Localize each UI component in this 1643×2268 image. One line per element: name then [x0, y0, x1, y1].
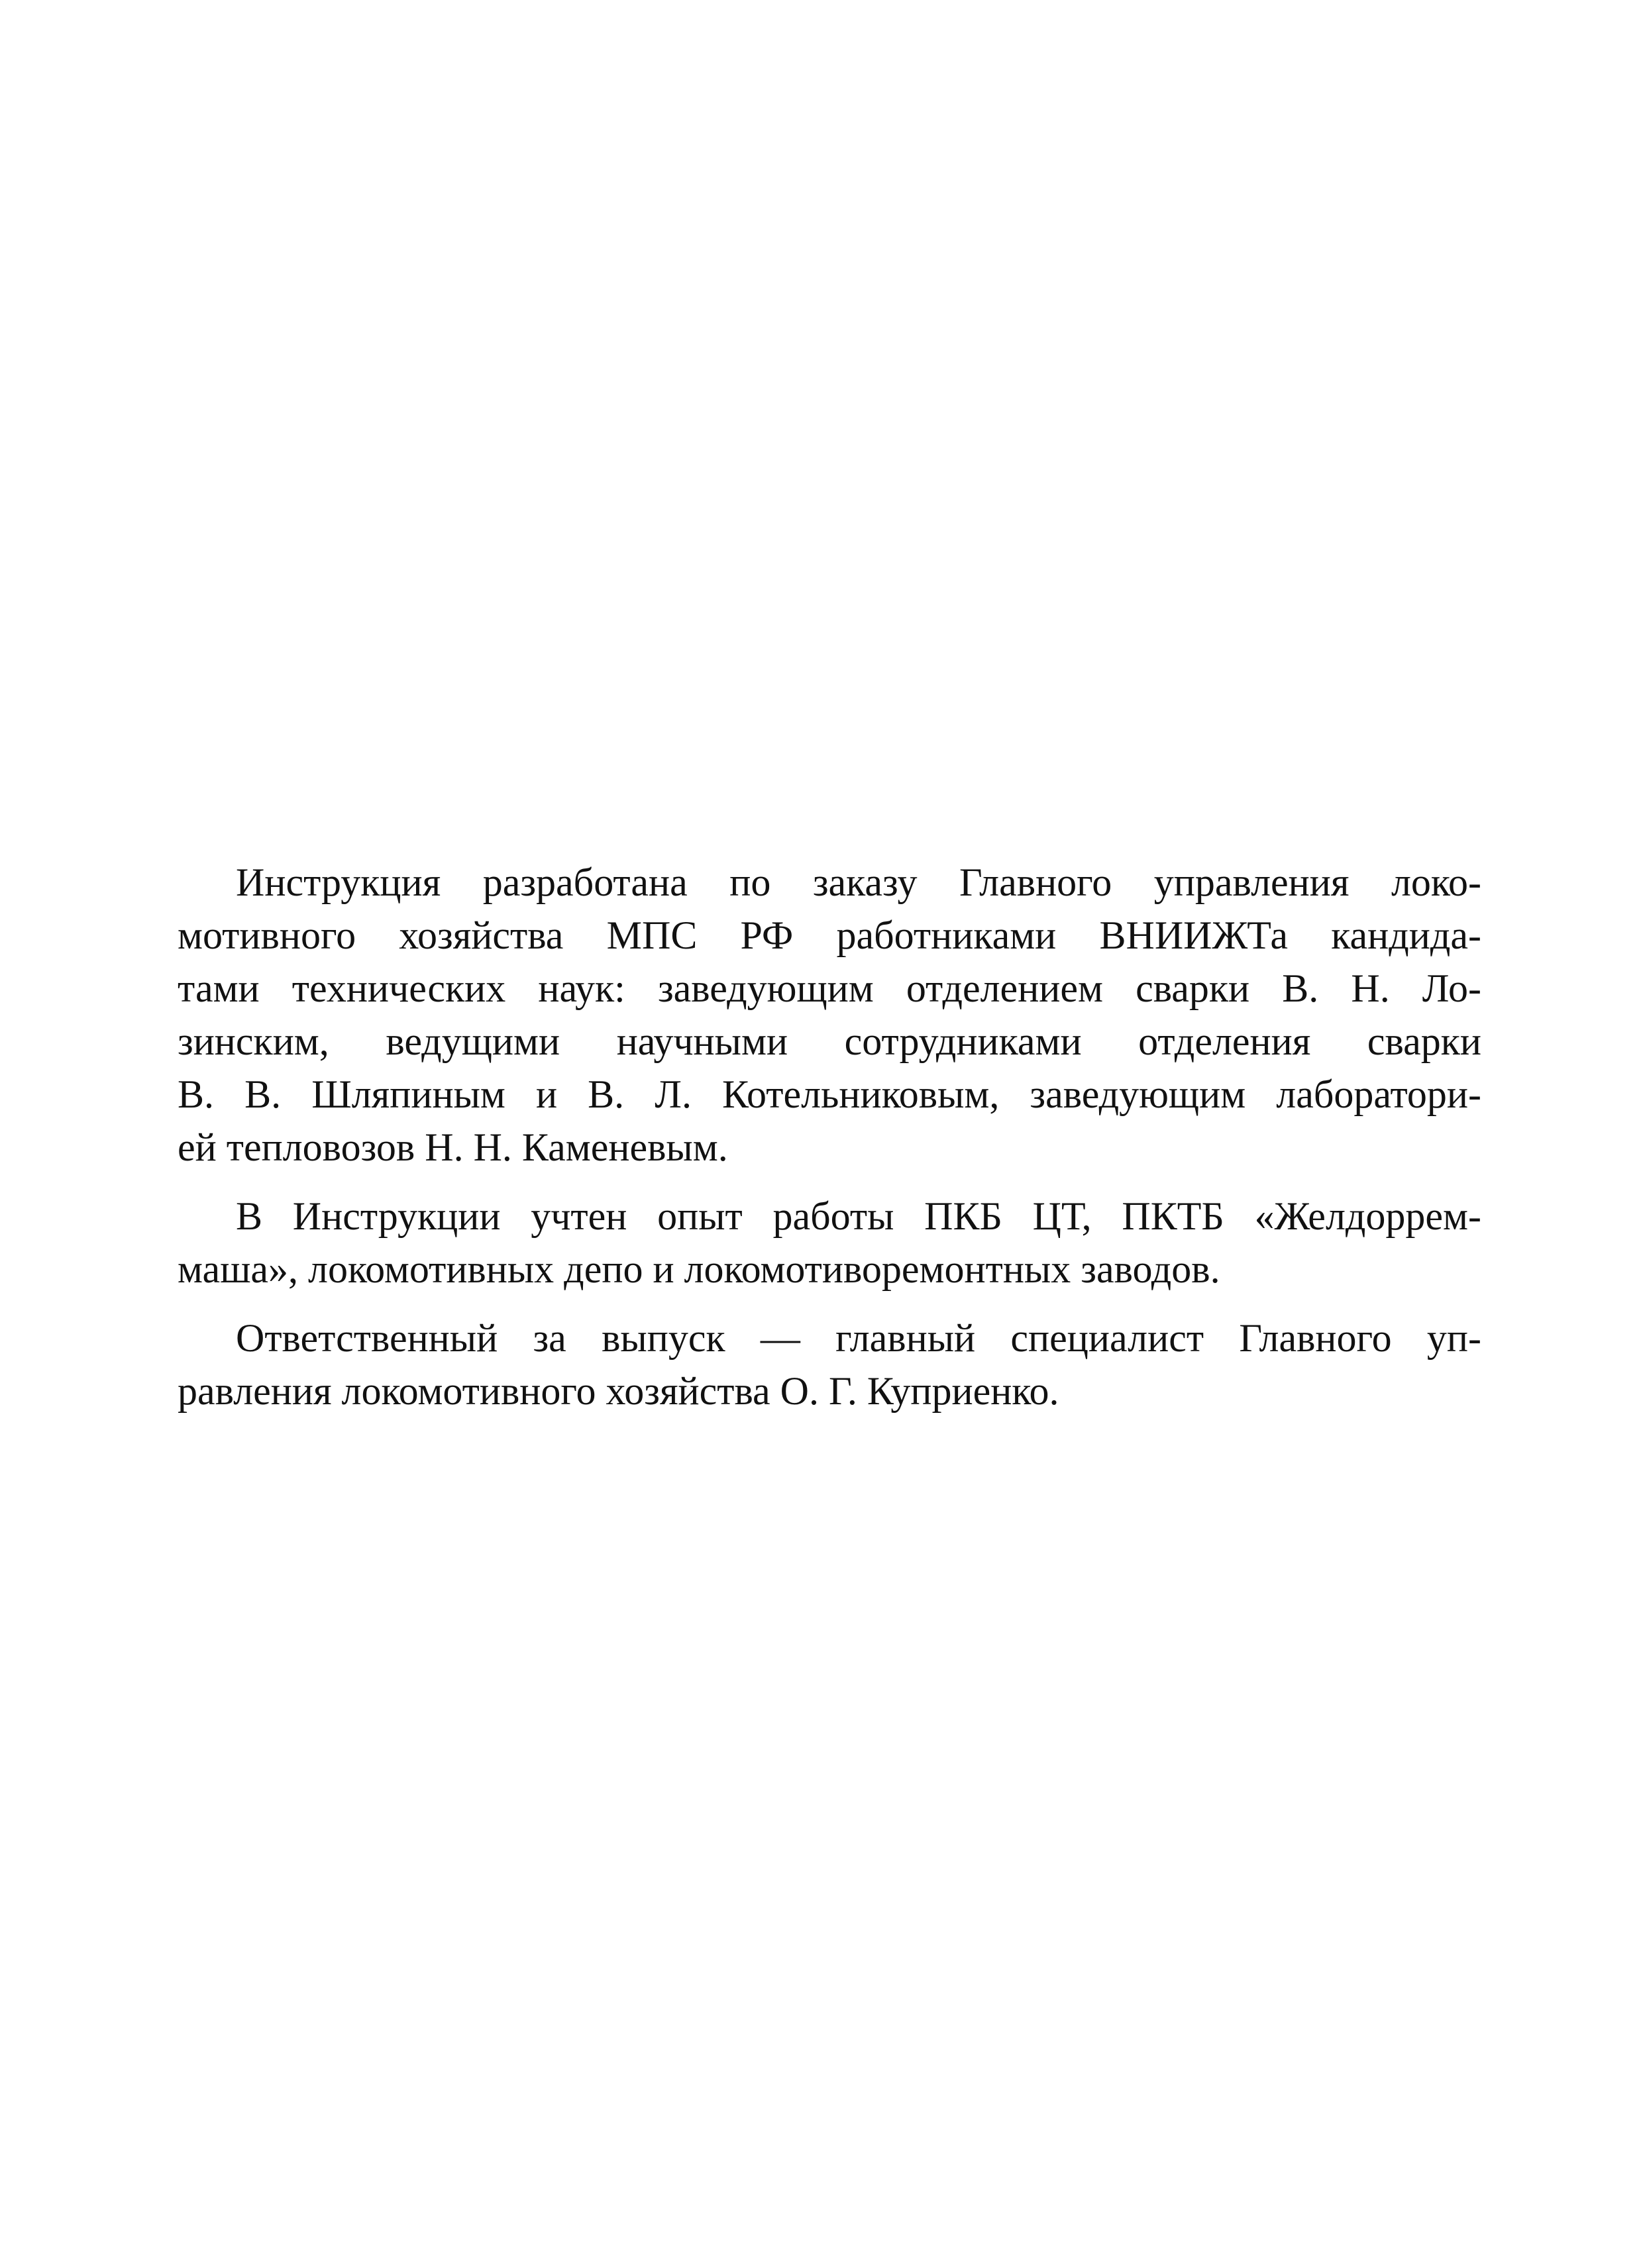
text-line: Ответственный за выпуск — главный специалист Главного уп-	[236, 1316, 1481, 1360]
credits-text	[178, 856, 1481, 1433]
paragraph-authors	[178, 856, 1481, 1174]
text-line: маша», локомотивных депо и локомотиворемонтных заводов.	[178, 1247, 1220, 1291]
text-line: зинским, ведущими научными сотрудниками отделения сварки	[178, 1019, 1481, 1063]
text-line: мотивного хозяйства МПС РФ работниками ВНИИЖТа кандида-	[178, 913, 1481, 957]
text-line: ей тепловозов Н. Н. Каменевым.	[178, 1125, 728, 1169]
text-line: тами технических наук: заведующим отделением сварки В. Н. Ло-	[178, 966, 1481, 1010]
text-line: В. В. Шляпиным и В. Л. Котельниковым, заведующим лаборатори-	[178, 1072, 1481, 1116]
text-line: Инструкция разработана по заказу Главного управления локо-	[236, 860, 1481, 904]
text-line: равления локомотивного хозяйства О. Г. Куприенко.	[178, 1369, 1059, 1413]
paragraph-experience	[178, 1190, 1481, 1296]
paragraph-responsible	[178, 1312, 1481, 1418]
text-line: В Инструкции учтен опыт работы ПКБ ЦТ, ПКТБ «Желдоррем-	[236, 1194, 1481, 1238]
